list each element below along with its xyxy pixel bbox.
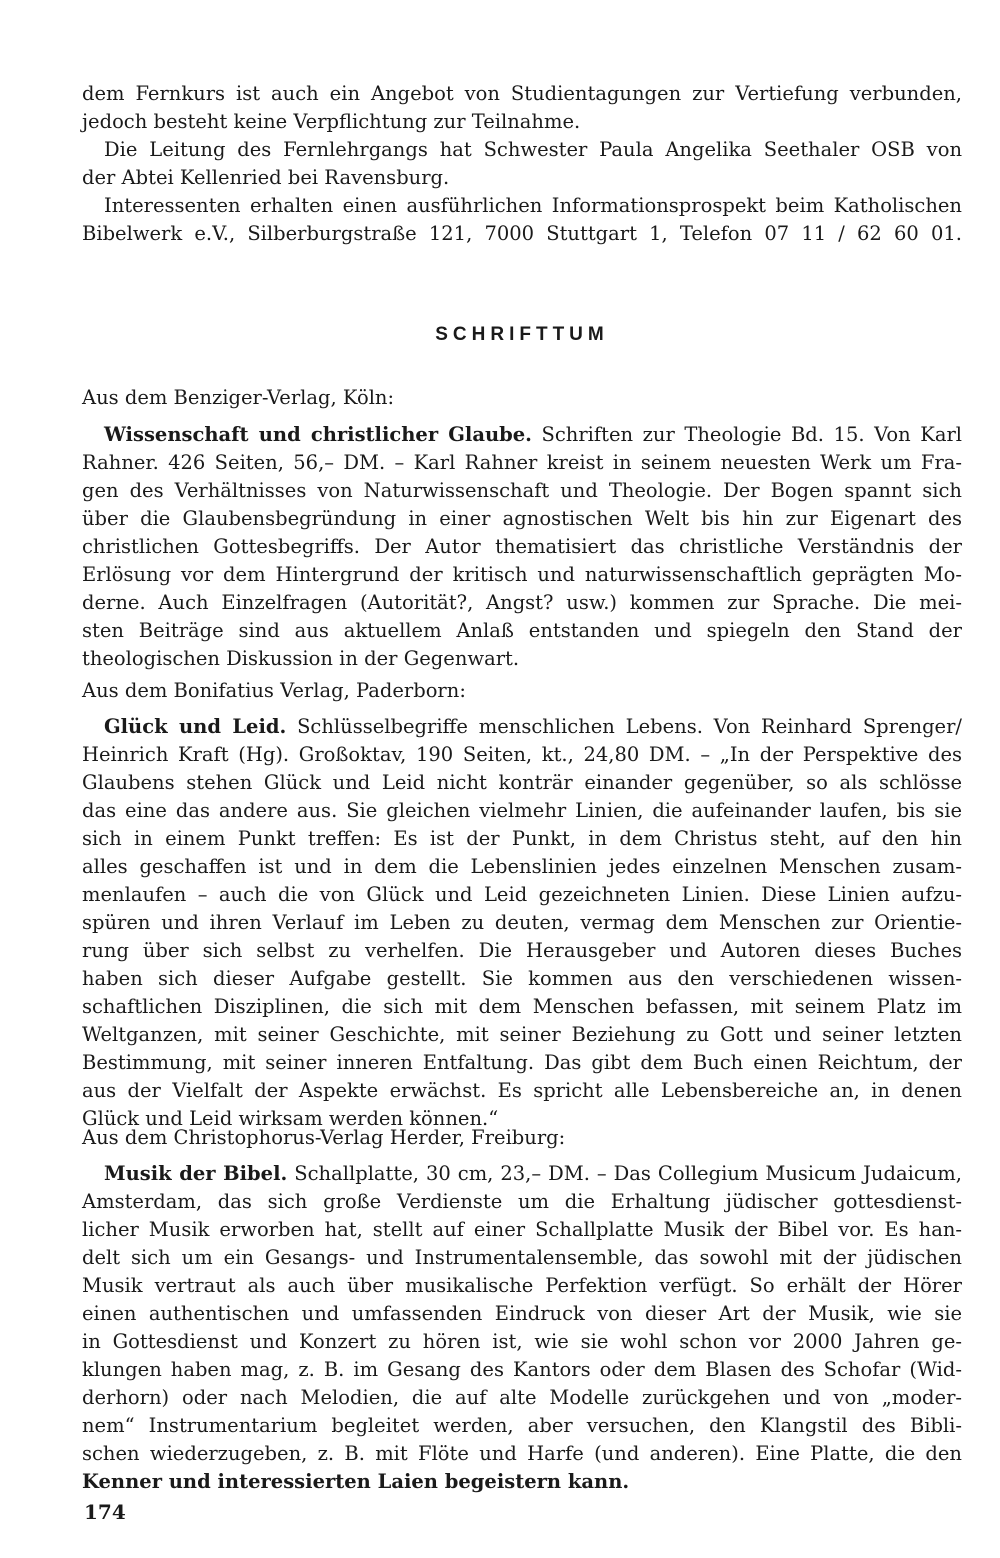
text-line: haben sich dieser Aufgabe gestellt. Sie kommen aus den verschiedenen wissen- — [82, 967, 962, 990]
text-line: Rahner. 426 Seiten, 56,– DM. – Karl Rahner kreist in seinem neuesten Werk um Fra- — [82, 451, 962, 474]
text-line: Musik der Bibel. Schallplatte, 30 cm, 23,– DM. – Das Collegium Musicum Judaicum, — [104, 1162, 962, 1185]
text-line: Erlösung vor dem Hintergrund der kritisch und naturwissenschaftlich geprägten Mo- — [82, 563, 962, 586]
review-paragraph — [82, 713, 962, 1133]
text-line: das eine das andere aus. Sie gleichen vielmehr Linien, die aufeinander laufen, bis sie — [82, 799, 962, 822]
text-line: Glaubens stehen Glück und Leid nicht konträr einander gegenüber, so als schlösse — [82, 771, 962, 794]
text-line: Interessenten erhalten einen ausführlichen Informationsprospekt beim Katholischen — [104, 194, 962, 217]
text-line: Heinrich Kraft (Hg). Großoktav, 190 Seiten, kt., 24,80 DM. – „In der Perspektive des — [82, 743, 962, 766]
section-heading: SCHRIFTTUM — [435, 324, 609, 345]
review-paragraph — [82, 421, 962, 673]
text-line: über die Glaubensbegründung in einer agnostischen Welt bis hin zur Eigenart des — [82, 507, 962, 530]
text-line: sten Beiträge sind aus aktuellem Anlaß entstanden und spiegeln den Stand der — [82, 619, 962, 642]
text-line: christlichen Gottesbegriffs. Der Autor thematisiert das christliche Verständnis der — [82, 535, 962, 558]
text-line: aus der Vielfalt der Aspekte erwächst. Es spricht alle Lebensbereiche an, in denen — [82, 1079, 962, 1102]
text-line: Die Leitung des Fernlehrgangs hat Schwester Paula Angelika Seethaler OSB von — [104, 138, 962, 161]
text-line: alles geschaffen ist und in dem die Lebenslinien jedes einzelnen Menschen zusam- — [82, 855, 962, 878]
text-line: Weltganzen, mit seiner Geschichte, mit seiner Beziehung zu Gott und seiner letzten — [82, 1023, 962, 1046]
text-line: Glück und Leid wirksam werden können.“ — [82, 1107, 499, 1130]
text-line: schen wiederzugeben, z. B. mit Flöte und Harfe (und anderen). Eine Platte, die den — [82, 1442, 962, 1465]
text-line: einen authentischen und umfassenden Eindruck von dieser Art der Musik, wie sie — [82, 1302, 962, 1325]
text-line: derne. Auch Einzelfragen (Autorität?, Angst? usw.) kommen zur Sprache. Die mei- — [82, 591, 962, 614]
publisher-line: Aus dem Benziger-Verlag, Köln: — [82, 386, 395, 409]
text-line: Glück und Leid. Schlüsselbegriffe menschlichen Lebens. Von Reinhard Sprenger/ — [104, 715, 962, 738]
page-number: 174 — [84, 1500, 126, 1524]
text-line: dem Fernkurs ist auch ein Angebot von Studientagungen zur Vertiefung verbunden, — [82, 82, 962, 105]
book-title: Glück und Leid. — [104, 715, 287, 738]
text-line: delt sich um ein Gesangs- und Instrumentalensemble, das sowohl mit der jüdischen — [82, 1246, 962, 1269]
book-title: Wissenschaft und christlicher Glaube. — [104, 423, 532, 446]
text-line: derhorn) oder nach Melodien, die auf alte Modelle zurückgehen und von „moder- — [82, 1386, 962, 1409]
text-line: in Gottesdienst und Konzert zu hören ist, wie sie wohl schon vor 2000 Jahren ge- — [82, 1330, 962, 1353]
text-line: jedoch besteht keine Verpflichtung zur Teilnahme. — [82, 110, 581, 133]
text-line: Bestimmung, mit seiner inneren Entfaltung. Das gibt dem Buch einen Reichtum, der — [82, 1051, 962, 1074]
text-line: menlaufen – auch die von Glück und Leid gezeichneten Linien. Diese Linien aufzu- — [82, 883, 962, 906]
text-line: nem“ Instrumentarium begleitet werden, aber versuchen, den Klangstil des Bibli- — [82, 1414, 962, 1437]
text-line: der Abtei Kellenried bei Ravensburg. — [82, 166, 450, 189]
book-title: Musik der Bibel. — [104, 1162, 288, 1185]
publisher-line: Aus dem Christophorus-Verlag Herder, Freiburg: — [82, 1126, 566, 1149]
intro-paragraphs — [82, 80, 962, 248]
text-line: Amsterdam, das sich große Verdienste um die Erhaltung jüdischer gottesdienst- — [82, 1190, 962, 1213]
text-line: Bibelwerk e.V., Silberburgstraße 121, 7000 Stuttgart 1, Telefon 07 11 / 62 60 01. — [82, 222, 962, 245]
text-line: gen des Verhältnisses von Naturwissenschaft und Theologie. Der Bogen spannt sich — [82, 479, 962, 502]
text-line: theologischen Diskussion in der Gegenwart. — [82, 647, 520, 670]
text-line: sich in einem Punkt treffen: Es ist der Punkt, in dem Christus steht, auf den hin — [82, 827, 962, 850]
review-paragraph — [82, 1160, 962, 1496]
text-line: schaftlichen Disziplinen, die sich mit dem Menschen befassen, mit seinem Platz im — [82, 995, 962, 1018]
text-line: Wissenschaft und christlicher Glaube. Schriften zur Theologie Bd. 15. Von Karl — [104, 423, 963, 446]
text-line: klungen haben mag, z. B. im Gesang des Kantors oder dem Blasen des Schofar (Wid- — [82, 1358, 962, 1381]
text-line: licher Musik erworben hat, stellt auf einer Schallplatte Musik der Bibel vor. Es han- — [82, 1218, 962, 1241]
text-line: Musik vertraut als auch über musikalische Perfektion verfügt. So erhält der Hörer — [82, 1274, 962, 1297]
text-line: rung über sich selbst zu verhelfen. Die Herausgeber und Autoren dieses Buches — [82, 939, 962, 962]
publisher-line: Aus dem Bonifatius Verlag, Paderborn: — [82, 679, 466, 702]
text-line: spüren und ihren Verlauf im Leben zu deuten, vermag dem Menschen zur Orientie- — [82, 911, 962, 934]
text-line: Kenner und interessierten Laien begeistern kann. — [82, 1470, 630, 1493]
